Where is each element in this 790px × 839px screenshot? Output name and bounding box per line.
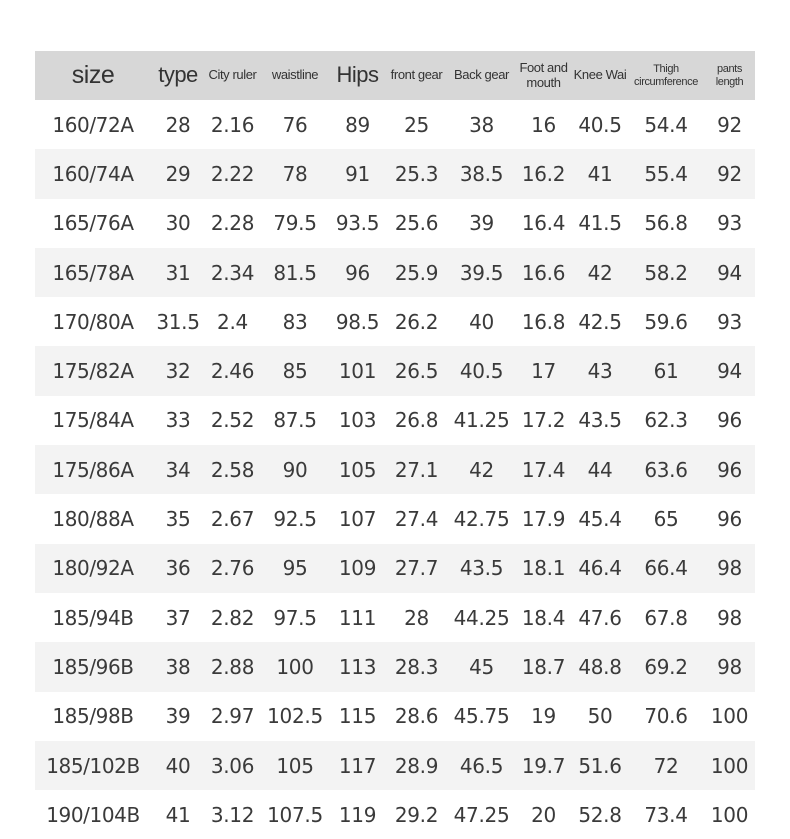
cell-hips: 89 (345, 112, 370, 137)
cell-knee-wai: 43.5 (578, 408, 622, 433)
size-chart-table (35, 51, 755, 839)
cell-city-ruler: 2.22 (210, 161, 255, 186)
table-row (35, 593, 755, 642)
cell-hips: 93.5 (335, 211, 380, 236)
cell-pants-length: 96 (717, 457, 742, 482)
cell-foot-and-mouth: 16.2 (521, 161, 566, 186)
cell-city-ruler: 2.16 (210, 112, 255, 137)
cell-pants-length: 94 (717, 359, 742, 384)
cell-thigh-circumference: 63.6 (644, 457, 688, 482)
cell-back-gear: 46.5 (459, 753, 504, 778)
header-back-gear: Back gear (454, 67, 509, 83)
cell-front-gear: 25.3 (394, 161, 439, 186)
cell-type: 39 (165, 704, 191, 729)
cell-knee-wai: 50 (587, 704, 613, 729)
cell-foot-and-mouth: 18.1 (521, 556, 566, 581)
cell-pants-length: 93 (717, 309, 742, 334)
table-row (35, 199, 755, 248)
cell-front-gear: 27.1 (394, 457, 439, 482)
cell-knee-wai: 48.8 (578, 654, 622, 679)
cell-back-gear: 39.5 (459, 260, 504, 285)
cell-waistline: 81.5 (273, 260, 317, 285)
cell-back-gear: 38.5 (459, 161, 504, 186)
table-row (35, 790, 755, 839)
cell-foot-and-mouth: 17.9 (521, 507, 566, 532)
cell-foot-and-mouth: 18.7 (521, 654, 566, 679)
cell-type: 31 (165, 260, 191, 285)
cell-city-ruler: 2.82 (210, 605, 255, 630)
cell-size: 165/76A (52, 211, 134, 236)
cell-size: 160/74A (52, 161, 134, 186)
cell-foot-and-mouth: 16.4 (521, 211, 566, 236)
cell-size: 175/84A (52, 408, 134, 433)
cell-size: 165/78A (52, 260, 134, 285)
cell-hips: 98.5 (335, 309, 380, 334)
cell-knee-wai: 46.4 (578, 556, 622, 581)
cell-waistline: 100 (276, 654, 314, 679)
cell-pants-length: 100 (710, 802, 749, 827)
cell-knee-wai: 42.5 (578, 309, 622, 334)
cell-hips: 103 (338, 408, 377, 433)
header-hips: Hips (336, 62, 379, 88)
cell-waistline: 76 (282, 112, 308, 137)
cell-type: 41 (165, 802, 191, 827)
cell-pants-length: 92 (717, 112, 742, 137)
cell-hips: 107 (338, 507, 377, 532)
cell-size: 185/96B (52, 654, 134, 679)
cell-knee-wai: 43 (587, 359, 613, 384)
cell-thigh-circumference: 70.6 (644, 704, 688, 729)
cell-pants-length: 96 (717, 507, 742, 532)
cell-front-gear: 29.2 (394, 802, 439, 827)
cell-type: 35 (165, 507, 191, 532)
cell-foot-and-mouth: 18.4 (521, 605, 566, 630)
cell-type: 29 (165, 161, 191, 186)
cell-back-gear: 41.25 (453, 408, 510, 433)
cell-thigh-circumference: 54.4 (644, 112, 688, 137)
cell-city-ruler: 2.28 (210, 211, 255, 236)
cell-size: 185/94B (52, 605, 134, 630)
cell-knee-wai: 41.5 (578, 211, 622, 236)
cell-city-ruler: 2.76 (210, 556, 255, 581)
cell-city-ruler: 2.34 (210, 260, 255, 285)
cell-front-gear: 27.4 (394, 507, 439, 532)
cell-hips: 111 (338, 605, 377, 630)
cell-waistline: 102.5 (267, 704, 323, 729)
cell-back-gear: 44.25 (453, 605, 510, 630)
table-row (35, 692, 755, 741)
cell-waistline: 87.5 (273, 408, 317, 433)
cell-foot-and-mouth: 19 (531, 704, 556, 729)
cell-foot-and-mouth: 17.4 (521, 457, 566, 482)
cell-front-gear: 26.8 (394, 408, 439, 433)
header-type: type (158, 62, 198, 88)
cell-waistline: 90 (282, 457, 308, 482)
cell-pants-length: 100 (710, 704, 749, 729)
cell-city-ruler: 2.46 (210, 359, 255, 384)
cell-city-ruler: 3.06 (210, 753, 255, 778)
cell-waistline: 78 (282, 161, 308, 186)
header-row (35, 51, 755, 100)
cell-type: 36 (165, 556, 191, 581)
cell-front-gear: 28.6 (394, 704, 439, 729)
cell-pants-length: 98 (717, 654, 742, 679)
cell-pants-length: 94 (717, 260, 742, 285)
cell-knee-wai: 42 (587, 260, 613, 285)
cell-pants-length: 98 (717, 556, 742, 581)
cell-foot-and-mouth: 17.2 (521, 408, 566, 433)
cell-waistline: 105 (276, 753, 314, 778)
cell-foot-and-mouth: 16.6 (521, 260, 566, 285)
cell-pants-length: 96 (717, 408, 742, 433)
cell-pants-length: 98 (717, 605, 742, 630)
table-row (35, 346, 755, 395)
cell-type: 32 (165, 359, 191, 384)
header-knee-wai: Knee Wai (573, 67, 627, 83)
cell-waistline: 85 (282, 359, 308, 384)
cell-back-gear: 42 (469, 457, 494, 482)
cell-back-gear: 39 (469, 211, 494, 236)
cell-waistline: 95 (282, 556, 308, 581)
cell-size: 175/82A (52, 359, 134, 384)
cell-waistline: 83 (282, 309, 308, 334)
cell-back-gear: 45 (469, 654, 494, 679)
cell-type: 33 (165, 408, 191, 433)
table-row (35, 248, 755, 297)
cell-back-gear: 38 (469, 112, 494, 137)
header-thigh-circumference: Thigh circumference (634, 63, 698, 88)
cell-front-gear: 26.5 (394, 359, 439, 384)
cell-city-ruler: 2.4 (217, 309, 248, 334)
cell-thigh-circumference: 59.6 (644, 309, 688, 334)
cell-front-gear: 28 (404, 605, 429, 630)
cell-city-ruler: 2.97 (210, 704, 255, 729)
table-row (35, 100, 755, 149)
cell-thigh-circumference: 65 (653, 507, 679, 532)
cell-city-ruler: 3.12 (210, 802, 255, 827)
cell-back-gear: 40.5 (459, 359, 504, 384)
table-row (35, 396, 755, 445)
cell-thigh-circumference: 73.4 (644, 802, 688, 827)
cell-hips: 115 (338, 704, 377, 729)
cell-knee-wai: 40.5 (578, 112, 622, 137)
cell-knee-wai: 47.6 (578, 605, 622, 630)
cell-knee-wai: 41 (587, 161, 613, 186)
header-front-gear: front gear (390, 67, 443, 83)
cell-size: 185/102B (46, 753, 140, 778)
cell-hips: 96 (345, 260, 370, 285)
header-foot-and-mouth: Foot and mouth (519, 60, 568, 90)
header-city-ruler: City ruler (208, 67, 257, 83)
cell-front-gear: 28.9 (394, 753, 439, 778)
cell-back-gear: 47.25 (453, 802, 510, 827)
table-row (35, 445, 755, 494)
cell-front-gear: 25.6 (394, 211, 439, 236)
cell-thigh-circumference: 67.8 (644, 605, 688, 630)
cell-hips: 101 (338, 359, 377, 384)
cell-city-ruler: 2.67 (210, 507, 255, 532)
cell-back-gear: 40 (469, 309, 494, 334)
cell-type: 34 (165, 457, 191, 482)
cell-front-gear: 26.2 (394, 309, 439, 334)
cell-type: 37 (165, 605, 191, 630)
cell-back-gear: 43.5 (459, 556, 504, 581)
header-waistline: waistline (271, 67, 319, 83)
cell-front-gear: 27.7 (394, 556, 439, 581)
cell-thigh-circumference: 66.4 (644, 556, 688, 581)
cell-foot-and-mouth: 16 (531, 112, 556, 137)
cell-front-gear: 25.9 (394, 260, 439, 285)
cell-pants-length: 93 (717, 211, 742, 236)
cell-waistline: 79.5 (273, 211, 317, 236)
cell-city-ruler: 2.52 (210, 408, 255, 433)
cell-thigh-circumference: 69.2 (644, 654, 688, 679)
cell-type: 28 (165, 112, 191, 137)
table-row (35, 297, 755, 346)
cell-foot-and-mouth: 20 (531, 802, 556, 827)
cell-front-gear: 28.3 (394, 654, 439, 679)
cell-type: 38 (165, 654, 191, 679)
table-row (35, 544, 755, 593)
cell-back-gear: 45.75 (453, 704, 510, 729)
cell-thigh-circumference: 72 (653, 753, 679, 778)
cell-hips: 119 (338, 802, 377, 827)
cell-thigh-circumference: 55.4 (644, 161, 688, 186)
header-pants-length: pants length (715, 63, 744, 88)
table-row (35, 741, 755, 790)
cell-knee-wai: 45.4 (578, 507, 622, 532)
cell-pants-length: 100 (710, 753, 749, 778)
cell-hips: 117 (338, 753, 377, 778)
cell-back-gear: 42.75 (453, 507, 510, 532)
cell-hips: 113 (338, 654, 377, 679)
cell-hips: 105 (338, 457, 377, 482)
cell-size: 190/104B (46, 802, 140, 827)
cell-front-gear: 25 (404, 112, 429, 137)
cell-thigh-circumference: 58.2 (644, 260, 688, 285)
cell-thigh-circumference: 62.3 (644, 408, 688, 433)
cell-hips: 91 (345, 161, 370, 186)
cell-knee-wai: 44 (587, 457, 613, 482)
cell-knee-wai: 51.6 (578, 753, 622, 778)
cell-size: 175/86A (52, 457, 134, 482)
cell-city-ruler: 2.58 (210, 457, 255, 482)
cell-size: 160/72A (52, 112, 134, 137)
cell-type: 40 (165, 753, 191, 778)
cell-size: 180/92A (52, 556, 134, 581)
cell-pants-length: 92 (717, 161, 742, 186)
cell-waistline: 92.5 (273, 507, 317, 532)
cell-foot-and-mouth: 19.7 (521, 753, 566, 778)
cell-size: 185/98B (52, 704, 134, 729)
cell-hips: 109 (338, 556, 377, 581)
cell-thigh-circumference: 61 (653, 359, 679, 384)
table-row (35, 642, 755, 691)
cell-type: 31.5 (156, 309, 200, 334)
cell-waistline: 107.5 (267, 802, 323, 827)
cell-foot-and-mouth: 17 (531, 359, 556, 384)
cell-knee-wai: 52.8 (578, 802, 622, 827)
table-row (35, 149, 755, 198)
cell-waistline: 97.5 (273, 605, 317, 630)
cell-size: 180/88A (52, 507, 134, 532)
table-row (35, 494, 755, 543)
header-size: size (71, 60, 115, 89)
cell-type: 30 (165, 211, 191, 236)
cell-thigh-circumference: 56.8 (644, 211, 688, 236)
table-body (35, 100, 755, 839)
cell-foot-and-mouth: 16.8 (521, 309, 566, 334)
cell-size: 170/80A (52, 309, 134, 334)
cell-city-ruler: 2.88 (210, 654, 255, 679)
